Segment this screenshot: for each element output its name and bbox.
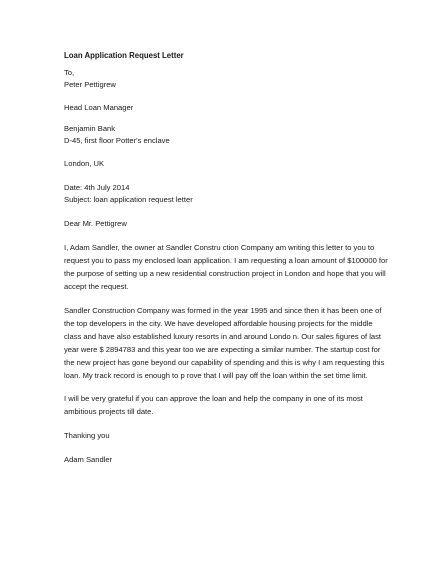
paragraph-1-line: request you to pass my enclosed loan application. I am requesting a loan amount of $100000 for	[64, 256, 388, 265]
closing-line: Thanking you	[64, 431, 110, 440]
paragraph-1-line: accept the request.	[64, 282, 129, 291]
date-line: Date: 4th July 2014	[64, 183, 130, 192]
salutation: Dear Mr. Pettigrew	[64, 219, 127, 228]
city-line: London, UK	[64, 159, 105, 168]
subject-line: Subject: loan application request letter	[64, 195, 193, 204]
to-label: To,	[64, 68, 75, 77]
address-line: D-45, first floor Potter's enclave	[64, 136, 170, 145]
paragraph-2-line: the top developers in the city. We have developed affordable housing projects for the middle	[64, 319, 373, 328]
paragraph-2-line: loan. My track record is enough to p rove that I will pay off the loan within the set time limit.	[64, 371, 368, 380]
paragraph-2-line: year were $ 2894783 and this year too we are expecting a similar number. The startup cost for	[64, 345, 381, 354]
paragraph-2-line: the new project has gone beyond our capability of spending and this is why I am requesting this	[64, 358, 385, 367]
paragraph-3-line: I will be very grateful if you can approve the loan and help the company in one of its most	[64, 394, 363, 403]
recipient-title: Head Loan Manager	[64, 103, 134, 112]
signature-name: Adam Sandler	[64, 455, 113, 464]
paragraph-1-line: I, Adam Sandler, the owner at Sandler Constru ction Company am writing this letter to you to	[64, 243, 375, 252]
paragraph-3-line: ambitious projects till date.	[64, 407, 154, 416]
recipient-name: Peter Pettigrew	[64, 80, 116, 89]
paragraph-1-line: the purpose of setting up a new residential construction project in London and hope that you will	[64, 269, 386, 278]
paragraph-2-line: Sandler Construction Company was formed in the year 1995 and since then it has been one of	[64, 306, 382, 315]
paragraph-2-line: class and have also established luxury resorts in and around Londo n. Our sales figures of last	[64, 332, 382, 341]
letter-title: Loan Application Request Letter	[64, 51, 184, 60]
bank-name: Benjamin Bank	[64, 124, 116, 133]
